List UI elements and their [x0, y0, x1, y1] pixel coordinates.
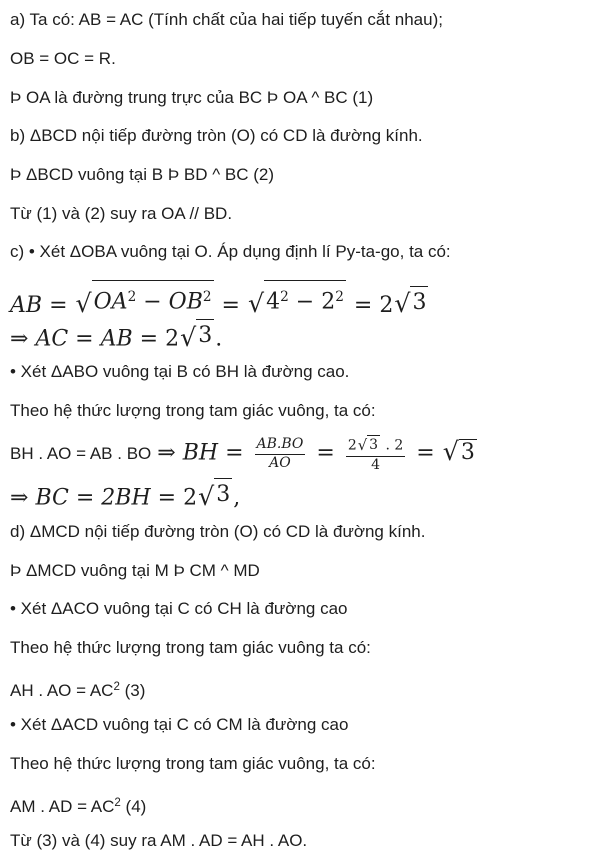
line-part-c: c) • Xét ΔOBA vuông tại O. Áp dụng định lí Py-ta-go, ta có: — [10, 242, 451, 261]
radical-three — [180, 319, 214, 350]
formula-ab-lhs: AB — [10, 293, 43, 319]
line-oa-perp-bc: Þ OA là đường trung trực của BC Þ OA ^ BC (1) — [10, 88, 374, 107]
radical-sign: √ — [75, 289, 92, 319]
equals-sign: = — [139, 326, 159, 352]
radical-sign: √ — [180, 322, 197, 352]
line-oa-parallel-bd: Từ (1) và (2) suy ra OA // BD. — [10, 204, 233, 223]
equals-sign: = — [157, 485, 177, 511]
implies-arrow: ⇒ — [157, 440, 176, 466]
numerator — [346, 435, 405, 456]
radicand: 3 — [460, 440, 475, 466]
line-abo-right: • Xét ΔABO vuông tại B có BH là đường cao. — [10, 362, 350, 381]
denominator: 4 — [371, 456, 380, 473]
term-ab: AB — [100, 326, 133, 352]
line-am-ad — [10, 792, 585, 818]
multiplier: . 2 — [381, 437, 404, 454]
equation-label: (3) — [119, 680, 146, 700]
term-ac: AC — [35, 326, 69, 352]
radical-three — [198, 478, 232, 509]
bh-equation — [157, 435, 478, 472]
radical-oa-ob — [76, 280, 214, 317]
exponent: 2 — [114, 797, 121, 809]
term-2bh: 2BH — [101, 485, 151, 511]
line-theorem-ref-2: Theo hệ thức lượng trong tam giác vuông ta có: — [10, 638, 371, 657]
comma: , — [233, 485, 241, 511]
equals-sign: = — [225, 440, 244, 466]
fraction-ab-bo-over-ao — [255, 437, 306, 471]
term-oa: OA — [93, 289, 128, 315]
line-mcd-right: Þ ΔMCD vuông tại M Þ CM ^ MD — [10, 561, 260, 580]
formula-ac — [10, 319, 585, 354]
number: 4 — [266, 289, 281, 315]
exponent: 2 — [335, 289, 344, 305]
implies-arrow: ⇒ — [10, 326, 29, 352]
line-ob-oc: OB = OC = R. — [10, 49, 116, 68]
line-theorem-ref: Theo hệ thức lượng trong tam giác vuông, ta có: — [10, 401, 376, 420]
radicand: 3 — [410, 286, 428, 317]
radical-sign: √ — [442, 436, 459, 466]
equals-sign: = — [221, 293, 240, 319]
radical-sign: √ — [357, 436, 368, 454]
line-conclusion: Từ (3) và (4) suy ra AM . AD = AH . AO. — [10, 831, 308, 850]
radical-sign: √ — [394, 289, 411, 319]
exponent: 2 — [127, 289, 137, 305]
fraction-numeric — [346, 435, 405, 472]
term-ob: OB — [168, 289, 203, 315]
equation-label: (4) — [120, 796, 147, 816]
line-aco-right: • Xét ΔACO vuông tại C có CH là đường cao — [10, 599, 348, 618]
term-bh: BH — [182, 440, 219, 466]
equals-sign: = — [353, 293, 373, 319]
coefficient: 2 — [379, 293, 394, 319]
line-part-b: b) ΔBCD nội tiếp đường tròn (O) có CD là đường kính. — [10, 126, 423, 145]
formula-bh — [10, 434, 585, 474]
radical-three — [442, 436, 477, 466]
denominator: AO — [269, 454, 291, 471]
exponent: 2 — [202, 289, 212, 305]
period: . — [215, 326, 223, 352]
radical-three — [394, 286, 428, 317]
coefficient: 2 — [183, 485, 198, 511]
term-bc: BC — [35, 485, 69, 511]
radical-sign: √ — [247, 289, 265, 319]
coefficient: 2 — [165, 326, 180, 352]
radicand: 3 — [214, 478, 232, 509]
equation-ah-ao: AH . AO = AC — [10, 680, 114, 700]
equals-sign: = — [49, 293, 68, 319]
number: 2 — [321, 289, 336, 315]
coefficient: 2 — [347, 437, 357, 454]
radical-sign: √ — [198, 481, 215, 511]
formula-bc — [10, 478, 585, 513]
formula-ab — [10, 280, 585, 320]
radicand: 3 — [369, 437, 379, 454]
numerator: AB.BO — [255, 437, 306, 455]
equals-sign: = — [75, 326, 94, 352]
line-theorem-ref-3: Theo hệ thức lượng trong tam giác vuông, ta có: — [10, 754, 376, 773]
minus-sign: − — [295, 289, 315, 315]
equation-am-ad: AM . AD = AC — [10, 796, 115, 816]
minus-sign: − — [143, 289, 162, 315]
equals-sign: = — [416, 440, 435, 466]
line-part-d: d) ΔMCD nội tiếp đường tròn (O) có CD là đường kính. — [10, 522, 426, 541]
line-acd-right: • Xét ΔACD vuông tại C có CM là đường cao — [10, 715, 349, 734]
radicand: 3 — [196, 319, 214, 350]
equals-sign: = — [316, 440, 335, 466]
bh-prefix: BH . AO = AB . BO — [10, 444, 152, 463]
radical-numbers — [248, 280, 346, 317]
implies-arrow: ⇒ — [10, 485, 29, 511]
radical-three — [358, 435, 380, 453]
equals-sign: = — [75, 485, 95, 511]
line-part-a: a) Ta có: AB = AC (Tính chất của hai tiếp tuyến cắt nhau); — [10, 10, 443, 29]
exponent: 2 — [280, 289, 289, 305]
line-ah-ao — [10, 676, 585, 702]
exponent: 2 — [113, 681, 120, 693]
line-bcd-right: Þ ΔBCD vuông tại B Þ BD ^ BC (2) — [10, 165, 275, 184]
